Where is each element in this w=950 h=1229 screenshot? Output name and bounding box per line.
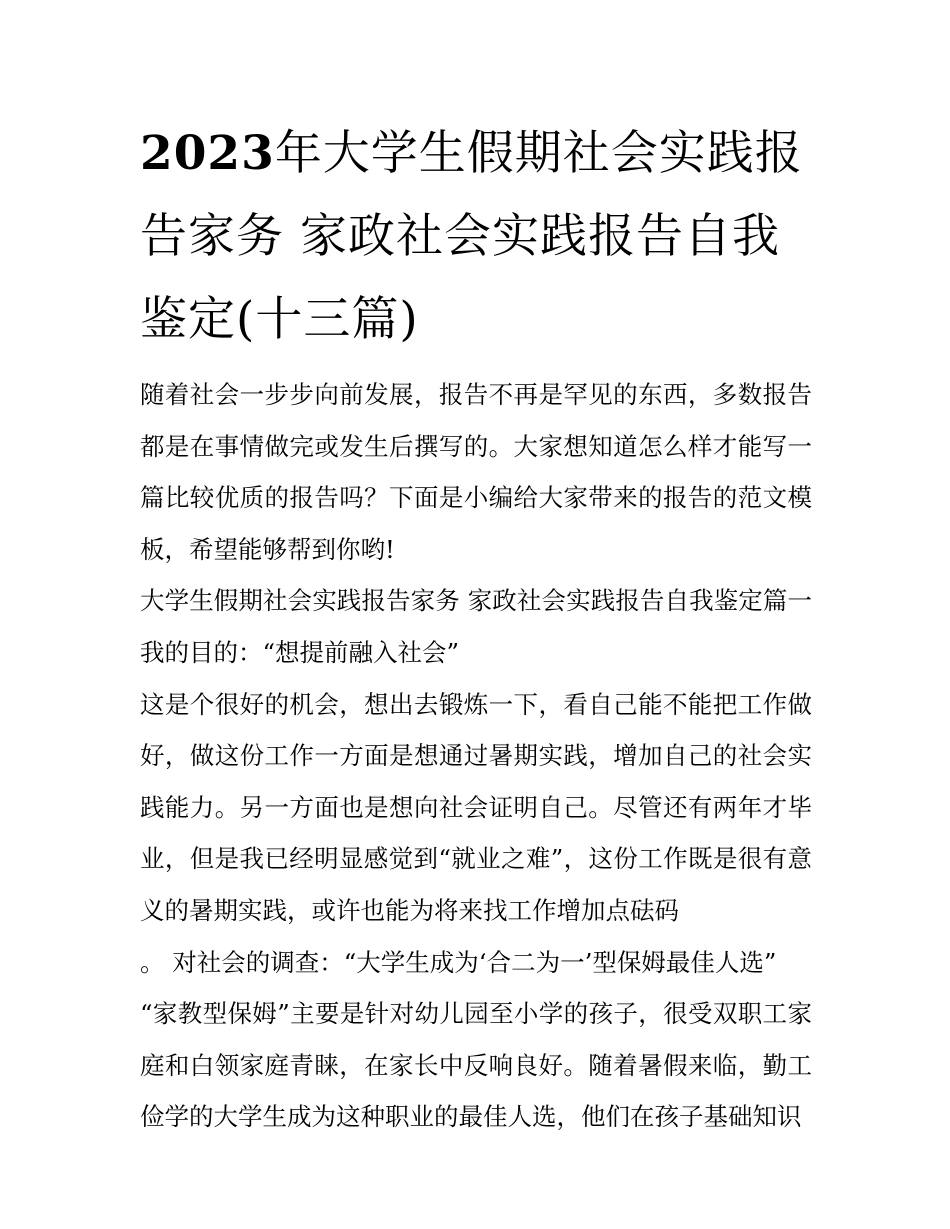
paragraph-intro: 随着社会一步步向前发展，报告不再是罕见的东西，多数报告都是在事情做完或发生后撰写的。大家想知道怎么样才能写一篇比较优质的报告吗？下面是小编给大家带来的报告的范文模板，希望能够帮到你哟! bbox=[140, 380, 812, 564]
paragraph-section-heading: 大学生假期社会实践报告家务 家政社会实践报告自我鉴定篇一 我的目的：“想提前融入社会” bbox=[140, 586, 812, 667]
document-page bbox=[140, 112, 812, 1143]
paragraph-survey-heading: 。 对社会的调查：“大学生成为‘合二为一’型保姆最佳人选” bbox=[140, 947, 777, 977]
paragraph-survey: “家教型保姆”主要是针对幼儿园至小学的孩子，很受双职工家庭和白领家庭青睐，在家长中反响良好。随着暑假来临，勤工俭学的大学生成为这种职业的最佳人选，他们在孩子基础知识 bbox=[140, 999, 812, 1132]
paragraph-purpose: 这是个很好的机会，想出去锻炼一下，看自己能不能把工作做好，做这份工作一方面是想通过暑期实践，增加自己的社会实践能力。另一方面也是想向社会证明自己。尽管还有两年才毕业，但是我已经明显感觉到“就业之难”，这份工作既是很有意义的暑期实践，或许也能为将来找工作增加点砝码 bbox=[140, 689, 812, 925]
document-title bbox=[140, 112, 812, 361]
title-text: 年大学生假期社会实践报告家务 家政社会实践报告自我鉴定(十三篇) bbox=[140, 126, 803, 347]
document-body bbox=[140, 369, 812, 1143]
title-year: 2023 bbox=[140, 126, 275, 181]
